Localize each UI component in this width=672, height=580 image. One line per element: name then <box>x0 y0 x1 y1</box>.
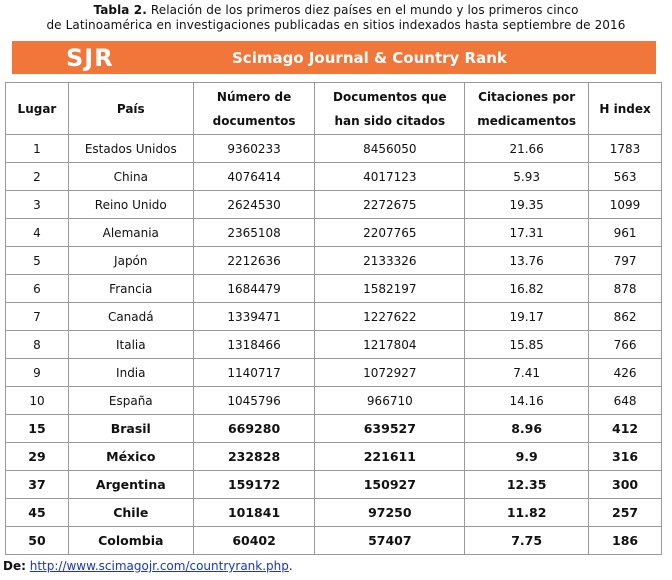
cell-pais: Reino Unido <box>68 191 193 219</box>
cell-pais: Francia <box>68 275 193 303</box>
table-caption <box>0 3 672 33</box>
cell-lugar: 4 <box>6 219 69 247</box>
cell-pais: España <box>68 387 193 415</box>
cell-pais: India <box>68 359 193 387</box>
cell-h-index: 961 <box>589 219 662 247</box>
cell-numero-documentos: 1339471 <box>193 303 315 331</box>
header-documentos-citados: Documentos que han sido citados <box>315 83 465 135</box>
cell-pais: Argentina <box>68 471 193 499</box>
sjr-logo: SJR <box>66 44 114 72</box>
cell-numero-documentos: 9360233 <box>193 135 315 163</box>
cell-citaciones: 17.31 <box>465 219 589 247</box>
cell-h-index: 300 <box>589 471 662 499</box>
cell-pais: Brasil <box>68 415 193 443</box>
cell-pais: Italia <box>68 331 193 359</box>
cell-lugar: 50 <box>6 527 69 555</box>
cell-lugar: 45 <box>6 499 69 527</box>
cell-numero-documentos: 2212636 <box>193 247 315 275</box>
cell-h-index: 186 <box>589 527 662 555</box>
cell-h-index: 1783 <box>589 135 662 163</box>
cell-numero-documentos: 60402 <box>193 527 315 555</box>
cell-documentos-citados: 1227622 <box>315 303 465 331</box>
cell-documentos-citados: 1217804 <box>315 331 465 359</box>
header-h-index: H index <box>589 83 662 135</box>
cell-lugar: 5 <box>6 247 69 275</box>
table-row <box>6 527 662 555</box>
caption-line-1 <box>0 3 672 18</box>
cell-citaciones: 19.35 <box>465 191 589 219</box>
cell-pais: Chile <box>68 499 193 527</box>
cell-pais: Alemania <box>68 219 193 247</box>
cell-citaciones: 16.82 <box>465 275 589 303</box>
sjr-name: Scimago Journal & Country Rank <box>232 49 507 67</box>
cell-numero-documentos: 669280 <box>193 415 315 443</box>
cell-citaciones: 5.93 <box>465 163 589 191</box>
cell-documentos-citados: 150927 <box>315 471 465 499</box>
cell-h-index: 257 <box>589 499 662 527</box>
caption-label: Tabla 2. <box>93 3 147 17</box>
source-label: De: <box>3 559 26 573</box>
cell-numero-documentos: 101841 <box>193 499 315 527</box>
cell-h-index: 316 <box>589 443 662 471</box>
cell-h-index: 648 <box>589 387 662 415</box>
table-row <box>6 499 662 527</box>
cell-lugar: 1 <box>6 135 69 163</box>
cell-citaciones: 14.16 <box>465 387 589 415</box>
cell-documentos-citados: 97250 <box>315 499 465 527</box>
table-row <box>6 247 662 275</box>
cell-pais: Estados Unidos <box>68 135 193 163</box>
cell-lugar: 8 <box>6 331 69 359</box>
cell-lugar: 37 <box>6 471 69 499</box>
header-pais: País <box>68 83 193 135</box>
source-link[interactable]: http://www.scimagojr.com/countryrank.php <box>29 559 289 573</box>
cell-h-index: 412 <box>589 415 662 443</box>
header-numero-documentos: Número de documentos <box>193 83 315 135</box>
table-row <box>6 471 662 499</box>
cell-numero-documentos: 2365108 <box>193 219 315 247</box>
cell-h-index: 862 <box>589 303 662 331</box>
cell-pais: Canadá <box>68 303 193 331</box>
cell-h-index: 426 <box>589 359 662 387</box>
cell-documentos-citados: 2133326 <box>315 247 465 275</box>
cell-citaciones: 12.35 <box>465 471 589 499</box>
sjr-banner <box>12 41 656 74</box>
table-body <box>6 135 662 555</box>
cell-lugar: 6 <box>6 275 69 303</box>
cell-pais: China <box>68 163 193 191</box>
cell-citaciones: 21.66 <box>465 135 589 163</box>
table-row <box>6 275 662 303</box>
header-lugar: Lugar <box>6 83 69 135</box>
table-row <box>6 443 662 471</box>
cell-citaciones: 7.75 <box>465 527 589 555</box>
cell-h-index: 878 <box>589 275 662 303</box>
cell-numero-documentos: 1045796 <box>193 387 315 415</box>
cell-h-index: 1099 <box>589 191 662 219</box>
cell-citaciones: 15.85 <box>465 331 589 359</box>
cell-pais: México <box>68 443 193 471</box>
cell-numero-documentos: 4076414 <box>193 163 315 191</box>
cell-citaciones: 7.41 <box>465 359 589 387</box>
cell-citaciones: 11.82 <box>465 499 589 527</box>
header-citaciones: Citaciones por medicamentos <box>465 83 589 135</box>
cell-pais: Colombia <box>68 527 193 555</box>
cell-lugar: 2 <box>6 163 69 191</box>
cell-lugar: 9 <box>6 359 69 387</box>
cell-documentos-citados: 57407 <box>315 527 465 555</box>
cell-documentos-citados: 966710 <box>315 387 465 415</box>
cell-documentos-citados: 2272675 <box>315 191 465 219</box>
table-row <box>6 387 662 415</box>
cell-documentos-citados: 1582197 <box>315 275 465 303</box>
cell-citaciones: 13.76 <box>465 247 589 275</box>
cell-lugar: 3 <box>6 191 69 219</box>
cell-numero-documentos: 2624530 <box>193 191 315 219</box>
table-row <box>6 219 662 247</box>
cell-citaciones: 8.96 <box>465 415 589 443</box>
cell-citaciones: 19.17 <box>465 303 589 331</box>
cell-citaciones: 9.9 <box>465 443 589 471</box>
cell-pais: Japón <box>68 247 193 275</box>
table-row <box>6 331 662 359</box>
table-row <box>6 359 662 387</box>
cell-numero-documentos: 1140717 <box>193 359 315 387</box>
cell-numero-documentos: 1318466 <box>193 331 315 359</box>
cell-lugar: 29 <box>6 443 69 471</box>
cell-documentos-citados: 221611 <box>315 443 465 471</box>
cell-lugar: 7 <box>6 303 69 331</box>
cell-documentos-citados: 1072927 <box>315 359 465 387</box>
cell-lugar: 15 <box>6 415 69 443</box>
table-row <box>6 191 662 219</box>
caption-line-2: de Latinoamérica en investigaciones publicadas en sitios indexados hasta septiembre de 2016 <box>46 18 626 32</box>
cell-documentos-citados: 8456050 <box>315 135 465 163</box>
ranking-table <box>5 82 662 555</box>
cell-documentos-citados: 4017123 <box>315 163 465 191</box>
cell-lugar: 10 <box>6 387 69 415</box>
cell-numero-documentos: 232828 <box>193 443 315 471</box>
cell-numero-documentos: 159172 <box>193 471 315 499</box>
source-line <box>3 559 293 573</box>
cell-documentos-citados: 639527 <box>315 415 465 443</box>
cell-numero-documentos: 1684479 <box>193 275 315 303</box>
cell-h-index: 766 <box>589 331 662 359</box>
cell-h-index: 563 <box>589 163 662 191</box>
cell-documentos-citados: 2207765 <box>315 219 465 247</box>
caption-text-1: Relación de los primeros diez países en el mundo y los primeros cinco <box>146 3 579 17</box>
source-trailing: . <box>288 559 293 573</box>
cell-h-index: 797 <box>589 247 662 275</box>
header-row <box>6 83 662 135</box>
table-row <box>6 303 662 331</box>
table-row <box>6 135 662 163</box>
table-row <box>6 415 662 443</box>
table-row <box>6 163 662 191</box>
